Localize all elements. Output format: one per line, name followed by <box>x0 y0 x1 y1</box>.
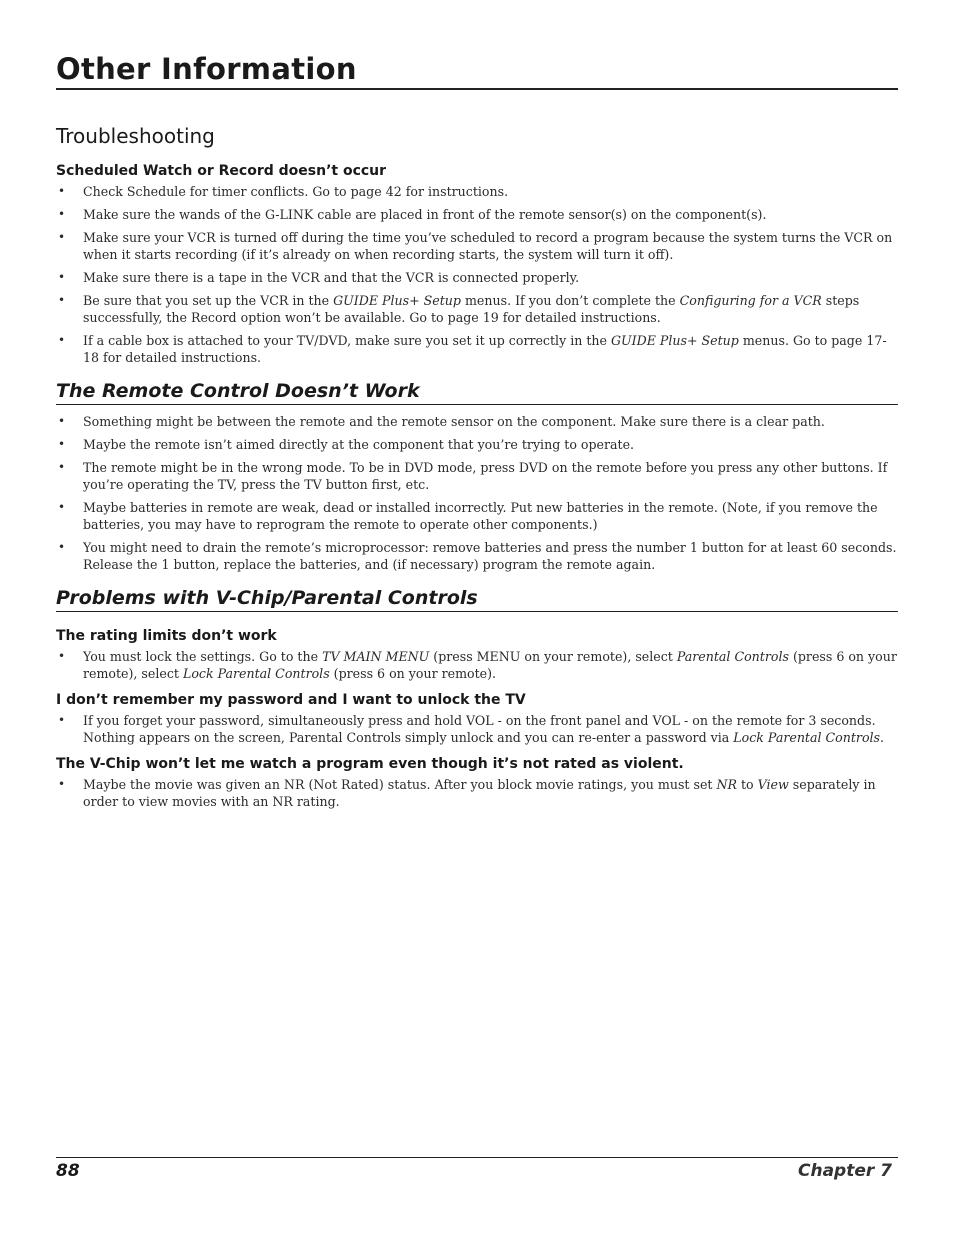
list-item: • You might need to drain the remote’s microprocessor: remove batteries and press the number 1 button for at least 60 seconds. Release the 1 button, replace the batteries, and (if necessary) program the remote again. <box>56 539 898 573</box>
text-emphasis: Lock Parental Controls <box>733 730 881 745</box>
text-run: Be sure that you set up the VCR in the <box>83 293 334 308</box>
list-item: • Make sure your VCR is turned off during the time you’ve scheduled to record a program because the system turns the VCR on when it starts recording (if it’s already on when recording starts, the system will turn it off). <box>56 229 898 263</box>
text-run: (press 6 on your remote). <box>329 666 497 681</box>
chapter-label: Chapter 7 <box>797 1161 892 1181</box>
section-heading-troubleshooting: Troubleshooting <box>56 124 215 148</box>
subheading-password: I don’t remember my password and I want to unlock the TV <box>56 692 526 708</box>
list-item: • Make sure there is a tape in the VCR and that the VCR is connected properly. <box>56 269 898 286</box>
list-item <box>56 648 898 682</box>
password-list <box>56 712 898 746</box>
subheading-violent: The V-Chip won’t let me watch a program even though it’s not rated as violent. <box>56 756 684 772</box>
text-emphasis: GUIDE Plus+ Setup <box>333 293 461 308</box>
text-run: (press 6 on your remote), select <box>83 649 897 681</box>
text-run: steps successfully, the Record option won’t be available. Go to page 19 for detailed instructions. <box>83 293 860 325</box>
violent-list <box>56 776 898 810</box>
remote-list <box>56 413 898 573</box>
text-emphasis: View <box>757 777 789 792</box>
text-run: If you forget your password, simultaneously press and hold VOL - on the front panel and VOL - on the remote for 3 seconds. Nothing appears on the screen, Parental Controls simply unlock and you can re-enter a password via <box>83 713 876 745</box>
header-rule <box>56 88 898 90</box>
section-heading-vchip: Problems with V-Chip/Parental Controls <box>56 587 898 612</box>
list-item: • Maybe the remote isn’t aimed directly at the component that you’re trying to operate. <box>56 436 898 453</box>
rating-list <box>56 648 898 682</box>
list-item: • The remote might be in the wrong mode. To be in DVD mode, press DVD on the remote before you press any other buttons. If you’re operating the TV, press the TV button first, etc. <box>56 459 898 493</box>
text-emphasis: NR <box>716 777 737 792</box>
page-number: 88 <box>56 1161 80 1181</box>
list-item: • Check Schedule for timer conflicts. Go to page 42 for instructions. <box>56 183 898 200</box>
text-run: Maybe the movie was given an NR (Not Rated) status. After you block movie ratings, you must set <box>83 777 717 792</box>
text-emphasis: Configuring for a VCR <box>679 293 822 308</box>
text-emphasis: TV MAIN MENU <box>322 649 430 664</box>
text-run: menus. Go to page 17-18 for detailed instructions. <box>83 333 887 365</box>
subheading-rating: The rating limits don’t work <box>56 628 277 644</box>
list-item <box>56 776 898 810</box>
list-item: • Maybe batteries in remote are weak, dead or installed incorrectly. Put new batteries in the remote. (Note, if you remove the batteries, you may have to reprogram the remote to operate other components.) <box>56 499 898 533</box>
list-item: • Something might be between the remote and the remote sensor on the component. Make sure there is a clear path. <box>56 413 898 430</box>
list-item <box>56 332 898 366</box>
text-run: You must lock the settings. Go to the <box>83 649 323 664</box>
page-content <box>56 118 898 816</box>
text-run: If a cable box is attached to your TV/DVD, make sure you set it up correctly in the <box>83 333 611 348</box>
list-item <box>56 712 898 746</box>
list-item: • Make sure the wands of the G-LINK cable are placed in front of the remote sensor(s) on the component(s). <box>56 206 898 223</box>
text-run: . <box>880 730 885 745</box>
text-run: (press MENU on your remote), select <box>429 649 677 664</box>
section-heading-remote: The Remote Control Doesn’t Work <box>56 380 898 405</box>
text-run: to <box>736 777 758 792</box>
list-item <box>56 292 898 326</box>
subheading-scheduled: Scheduled Watch or Record doesn’t occur <box>56 163 387 179</box>
text-emphasis: Parental Controls <box>676 649 789 664</box>
scheduled-list <box>56 183 898 366</box>
footer-rule <box>56 1157 898 1158</box>
page-title: Other Information <box>56 52 357 86</box>
text-run: separately in order to view movies with an NR rating. <box>83 777 876 809</box>
text-emphasis: Lock Parental Controls <box>182 666 330 681</box>
text-emphasis: GUIDE Plus+ Setup <box>610 333 739 348</box>
text-run: menus. If you don’t complete the <box>460 293 680 308</box>
